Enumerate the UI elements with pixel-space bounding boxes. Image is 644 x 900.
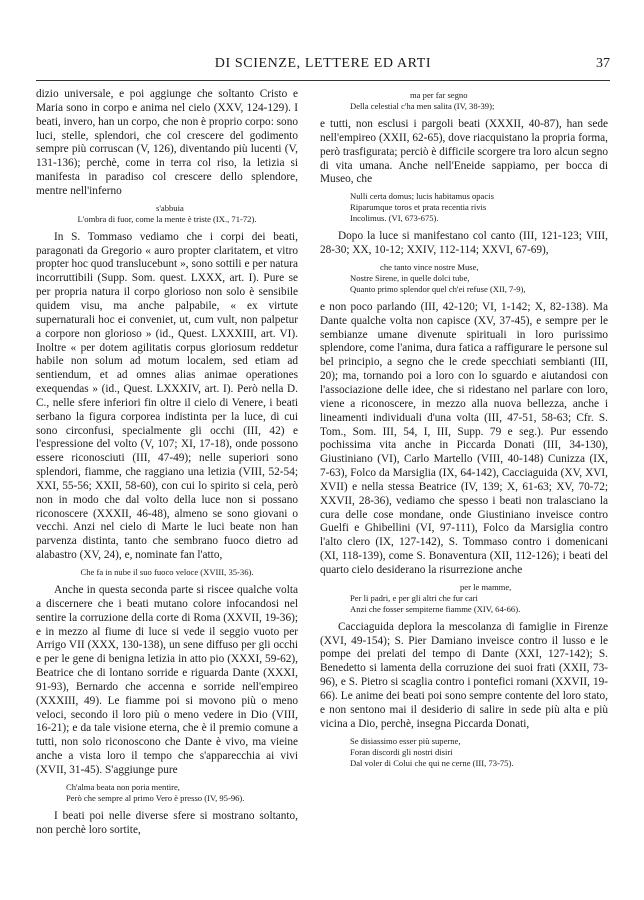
paragraph: dizio universale, e poi aggiunge che soltanto Cristo e Maria sono in corpo e anima nel cielo (XXV, 124-129). I beati, invero, han un corpo, che non è proprio corpo: sono luci, stelle, splendori, che col crescere del godimento sempre più corruscan (V, 126), diventando più lucenti (V, 131-136); perchè, come in terra col riso, la letizia si manifesta in paradiso col crescere dello splendore, mentre nell'inferno bbox=[36, 88, 298, 197]
paragraph: Anche in questa seconda parte si riscee qualche volta a discernere che i beati mutano colore infocandosi nel sentire la corruzione della corte di Roma (XXVII, 19-36); e in mezzo al fiume di luce si vede il seggio vuoto per Arrigo VII (XXX, 130-138), un sene diffuso per gli occhi e per le gene di benigna letizia in atto pio (XXXI, 59-62), Beatrice che di lontano sorride e riguarda Dante (XXXI, 91-93), Bernardo che accenna e sorride nell'empireo (XXXIII, 49). Le fiamme poi si movono più o meno veloci, secondo il loro più o meno vedere in Dio (VIII, 16-21); e da tale visione eterna, che è il premio comune a tutti, non solo riconoscono che Dante è vivo, ma vieine anche a vista loro il tempo che s'apparecchia ai vivi (XVII, 31-45). S'aggiunge pure bbox=[36, 584, 298, 776]
quote-line: Per li padri, e per gli altri che fur cari bbox=[350, 592, 478, 603]
quote-line: Però che sempre al primo Vero è presso (IV, 95-96). bbox=[66, 792, 245, 803]
verse-quote bbox=[320, 262, 608, 295]
quote-line: Che fa in nube il suo fuoco veloce (XVIII, 35-36). bbox=[80, 567, 254, 577]
quote-line: per le mamme, bbox=[460, 581, 512, 592]
verse-quote bbox=[320, 90, 608, 112]
quote-line: s'abbuia bbox=[156, 202, 184, 213]
quote-line: Anzi che fosser sempiterne fiamme (XIV, 64-66). bbox=[350, 603, 521, 614]
page-header bbox=[36, 50, 610, 81]
paragraph: e tutti, non esclusi i pargoli beati (XXXII, 40-87), han sede nell'empireo (XXII, 62-65), dove riacquistano la propria forma, però trasfigurata; perciò è difficile scorgere tra loro alcun segno di vita umana. Anche nell'Eneide sappiamo, per bocca di Museo, che bbox=[320, 118, 608, 186]
quote-line: Incolimus. (VI, 673-675). bbox=[350, 213, 439, 224]
quote-line: Foran discordi gli nostri disiri bbox=[350, 746, 453, 757]
paragraph: e non poco parlando (III, 42-120; VI, 1-142; X, 82-138). Ma Dante qualche volta non capisce (XV, 37-45), e sempre per le sembianze umane divenute spirituali in loro purissimo splendore, come l'anima, dura fatica a raffigurare le persone sul bel principio, a segno che le crede specchiati sembianti (III, 20); ma, tornando poi a loro con lo sguardo e aiutandosi con l'associazione delle idee, che si ridestano nel parlare con loro, viene a riconoscere, in mezzo alla nuova bellezza, anche i lineamenti individuali d'una volta (III, 47-51, 58-63; Cfr. S. Tom., Som. III, 54, I, III, Supp. 79 e seg.). Pur essendo pochissima vita anche in Piccarda Donati (III, 34-130), Giustiniano (VI), Carlo Martello (VIII, 40-148) Cunizza (IX, 7-63), Folco da Marsiglia (IX, 64-142), Cacciaguida (XV, XVI, XVII) e nella stessa Beatrice (IV, 139; X, 61-63; XV, 70-72; XXVII, 28-36), vediamo che spesso i beati non tralasciano la cura delle cose mondane, onde Giustiniano inveisce contro Guelfi e Ghibellini (VI, 97-111), Folco da Marsiglia contro l'alto clero (IX, 127-142), S. Tommaso contro i domenicani (XI, 118-139), come S. Bonaventura (XII, 112-126); i beati del quarto cielo desiderano la risurrezione anche bbox=[320, 300, 608, 576]
quote-line: ma per far segno bbox=[410, 90, 468, 100]
running-title: DI SCIENZE, LETTERE ED ARTI bbox=[214, 56, 432, 71]
quote-line: L'ombra di fuor, come la mente è triste (IX., 71-72). bbox=[77, 213, 257, 224]
left-column bbox=[36, 88, 298, 842]
quote-line: Nostre Sirene, in quelle dolci tube, bbox=[350, 272, 470, 283]
verse-quote bbox=[320, 582, 608, 615]
verse-quote bbox=[320, 736, 608, 769]
quote-line: Della celestial c'ha men salita (IV, 38-39); bbox=[350, 101, 495, 111]
quote-line: Se disiassimo esser più superne, bbox=[350, 735, 461, 746]
quote-line: Riparumque toros et prata recentia rivis bbox=[350, 202, 487, 213]
right-column bbox=[320, 88, 608, 775]
paragraph: Dopo la luce si manifestano col canto (III, 121-123; VIII, 28-30; XX, 10-12; XXIV, 112-114; XXVI, 67-69), bbox=[320, 230, 608, 257]
quote-line: Nulli certa domus; lucis habitamus opacis bbox=[350, 191, 494, 202]
paragraph: In S. Tommaso vediamo che i corpi dei beati, paragonati da Gregorio « auro propter claritatem, et vitro propter hoc quod translucebunt », sono sottili e per natura incorruttibili (Supp. Som. quest. LXXX, art. I). Pure se per propria natura il corpo glorioso non solo è sensibile quidem visu, ma anche palpabile, « ex virtute supernaturali hoc ei conveniet, ut, cum vult, non palpetur a corpore non glorioso » (id., Quest. LXXXIII, art. VI). Inoltre « per dotem agilitatis corpus gloriosum reddetur habile non solum ad motum localem, sed etiam ad sentiendum, et ad omnes alias animae operationes exequendas » (id., Quest. LXXXIV, art. I). Però nella D. C., nelle sfere inferiori fin oltre il cielo di Venere, i beati serbano la figura corporea indistinta per la luce, di cui sono circonfusi, specialmente gli occhi (III, 42) e l'espressione del volto (V, 107; XI, 17-18), onde possono essere riconosciuti (III, 47-49); nelle superiori sono splendori, fiamme, che raggiano una letizia (VIII, 52-54; XXI, 55-56; XXII, 58-60), con cui lo spirito si cela, però non in modo che dal volto della luce non si possano riconoscere (XXXII, 46-48), almeno se sono giovani o vecchi. Anzi nel cielo di Marte le luci beate non han parvenza distinta, tanto che sembrano fuoco dietro ad alabastro (XV, 24), e, nominate fan l'atto, bbox=[36, 230, 298, 562]
paragraph: Cacciaguida deplora la mescolanza di famiglie in Firenze (XVI, 49-154); S. Pier Damiano inveisce contro il lusso e le pompe dei prelati del tempo di Dante (XXI, 127-142); S. Benedetto si lamenta della corruzione dei suoi frati (XXII, 73-96), e S. Pietro si scaglia contro i pontefici romani (XXVII, 19-66). Le anime dei beati poi sono sempre contente del loro stato, e non sentono mai il desiderio di salire in sede più alta e più vicina a Dio, perchè, insegna Piccarda Donati, bbox=[320, 620, 608, 730]
verse-quote bbox=[36, 567, 298, 578]
verse-quote bbox=[36, 782, 298, 804]
page-number: 37 bbox=[596, 56, 610, 71]
quote-line: che tanto vince nostre Muse, bbox=[380, 261, 479, 272]
paragraph: I beati poi nelle diverse sfere si mostrano soltanto, non perchè loro sortite, bbox=[36, 809, 298, 836]
quote-line: Dal voler di Colui che qui ne cerne (III, 73-75). bbox=[350, 757, 514, 768]
quote-line: Quanto primo splendor quel ch'ei refuse (XII, 7-9), bbox=[350, 283, 526, 294]
verse-quote bbox=[320, 191, 608, 224]
verse-quote bbox=[36, 203, 298, 225]
quote-line: Ch'alma beata non poria mentire, bbox=[66, 781, 180, 792]
